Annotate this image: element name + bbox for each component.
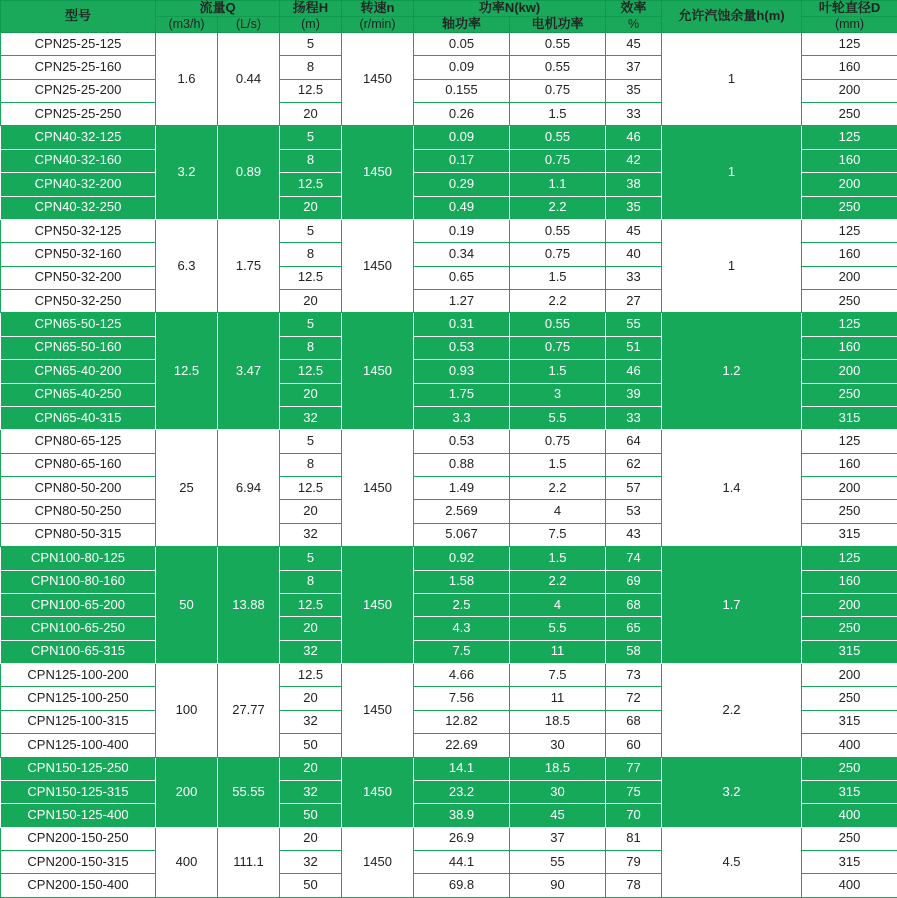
cell-diameter: 400 — [802, 734, 897, 757]
cell-model: CPN80-50-250 — [1, 500, 156, 523]
cell-head: 50 — [280, 804, 342, 827]
cell-model: CPN100-65-315 — [1, 640, 156, 663]
cell-motor-power: 1.1 — [510, 173, 606, 196]
cell-speed: 1450 — [342, 126, 414, 220]
cell-diameter: 250 — [802, 196, 897, 219]
cell-model: CPN65-40-200 — [1, 360, 156, 383]
cell-flow-ls: 111.1 — [218, 827, 280, 897]
cell-model: CPN40-32-125 — [1, 126, 156, 149]
cell-efficiency: 81 — [606, 827, 662, 850]
cell-efficiency: 46 — [606, 360, 662, 383]
cell-shaft-power: 38.9 — [414, 804, 510, 827]
cell-motor-power: 2.2 — [510, 290, 606, 313]
cell-motor-power: 0.55 — [510, 313, 606, 336]
cell-motor-power: 0.55 — [510, 219, 606, 242]
cell-head: 12.5 — [280, 593, 342, 616]
cell-head: 8 — [280, 56, 342, 79]
cell-diameter: 200 — [802, 477, 897, 500]
cell-model: CPN200-150-315 — [1, 851, 156, 874]
cell-motor-power: 0.75 — [510, 149, 606, 172]
table-row — [1, 827, 897, 850]
cell-model: CPN200-150-400 — [1, 874, 156, 898]
cell-head: 12.5 — [280, 79, 342, 102]
cell-motor-power: 45 — [510, 804, 606, 827]
cell-head: 12.5 — [280, 173, 342, 196]
header-model: 型号 — [1, 1, 156, 33]
cell-shaft-power: 0.05 — [414, 32, 510, 55]
cell-flow-ls: 0.44 — [218, 32, 280, 126]
cell-model: CPN125-100-250 — [1, 687, 156, 710]
cell-model: CPN50-32-250 — [1, 290, 156, 313]
table-row — [1, 313, 897, 336]
cell-model: CPN100-80-125 — [1, 547, 156, 570]
cell-head: 5 — [280, 126, 342, 149]
cell-diameter: 250 — [802, 103, 897, 126]
cell-flow-ls: 0.89 — [218, 126, 280, 220]
cell-efficiency: 35 — [606, 79, 662, 102]
cell-efficiency: 79 — [606, 851, 662, 874]
cell-diameter: 250 — [802, 687, 897, 710]
cell-speed: 1450 — [342, 313, 414, 430]
cell-motor-power: 0.55 — [510, 126, 606, 149]
header-efficiency: 效率 — [606, 1, 662, 17]
header-shaft-power: 轴功率 — [414, 16, 510, 32]
cell-head: 5 — [280, 430, 342, 453]
cell-efficiency: 70 — [606, 804, 662, 827]
cell-motor-power: 4 — [510, 593, 606, 616]
header-npsh: 允许汽蚀余量h(m) — [662, 1, 802, 33]
cell-efficiency: 68 — [606, 593, 662, 616]
cell-efficiency: 58 — [606, 640, 662, 663]
cell-shaft-power: 7.56 — [414, 687, 510, 710]
cell-head: 20 — [280, 196, 342, 219]
cell-head: 8 — [280, 453, 342, 476]
cell-head: 20 — [280, 383, 342, 406]
cell-model: CPN100-65-250 — [1, 617, 156, 640]
cell-efficiency: 39 — [606, 383, 662, 406]
cell-efficiency: 33 — [606, 266, 662, 289]
cell-efficiency: 75 — [606, 780, 662, 803]
cell-efficiency: 35 — [606, 196, 662, 219]
cell-efficiency: 38 — [606, 173, 662, 196]
cell-model: CPN150-125-250 — [1, 757, 156, 780]
cell-diameter: 160 — [802, 570, 897, 593]
cell-npsh: 1.7 — [662, 547, 802, 664]
cell-model: CPN125-100-200 — [1, 664, 156, 687]
cell-motor-power: 55 — [510, 851, 606, 874]
cell-head: 50 — [280, 734, 342, 757]
cell-motor-power: 0.55 — [510, 32, 606, 55]
cell-motor-power: 90 — [510, 874, 606, 898]
cell-speed: 1450 — [342, 757, 414, 827]
cell-shaft-power: 0.29 — [414, 173, 510, 196]
cell-efficiency: 62 — [606, 453, 662, 476]
cell-npsh: 3.2 — [662, 757, 802, 827]
cell-diameter: 250 — [802, 500, 897, 523]
header-speed-unit: (r/min) — [342, 16, 414, 32]
cell-npsh: 4.5 — [662, 827, 802, 897]
cell-motor-power: 1.5 — [510, 360, 606, 383]
cell-head: 32 — [280, 406, 342, 429]
cell-efficiency: 45 — [606, 32, 662, 55]
cell-motor-power: 1.5 — [510, 103, 606, 126]
cell-diameter: 315 — [802, 523, 897, 546]
cell-shaft-power: 3.3 — [414, 406, 510, 429]
cell-shaft-power: 0.93 — [414, 360, 510, 383]
header-flow-ls-unit: (L/s) — [218, 16, 280, 32]
cell-shaft-power: 0.34 — [414, 243, 510, 266]
cell-diameter: 200 — [802, 173, 897, 196]
cell-efficiency: 72 — [606, 687, 662, 710]
cell-head: 20 — [280, 500, 342, 523]
header-flow: 流量Q — [156, 1, 280, 17]
cell-model: CPN50-32-160 — [1, 243, 156, 266]
cell-model: CPN40-32-250 — [1, 196, 156, 219]
cell-shaft-power: 0.09 — [414, 126, 510, 149]
cell-model: CPN80-50-200 — [1, 477, 156, 500]
cell-diameter: 200 — [802, 593, 897, 616]
cell-head: 32 — [280, 523, 342, 546]
cell-speed: 1450 — [342, 219, 414, 313]
cell-diameter: 125 — [802, 313, 897, 336]
cell-efficiency: 46 — [606, 126, 662, 149]
cell-diameter: 250 — [802, 757, 897, 780]
cell-shaft-power: 0.09 — [414, 56, 510, 79]
cell-shaft-power: 0.53 — [414, 336, 510, 359]
cell-shaft-power: 23.2 — [414, 780, 510, 803]
cell-shaft-power: 7.5 — [414, 640, 510, 663]
cell-shaft-power: 22.69 — [414, 734, 510, 757]
cell-flow-ls: 3.47 — [218, 313, 280, 430]
header-flow-m3h-unit: (m3/h) — [156, 16, 218, 32]
cell-shaft-power: 14.1 — [414, 757, 510, 780]
cell-efficiency: 69 — [606, 570, 662, 593]
cell-motor-power: 5.5 — [510, 617, 606, 640]
cell-flow-m3h: 400 — [156, 827, 218, 897]
cell-efficiency: 78 — [606, 874, 662, 898]
cell-speed: 1450 — [342, 547, 414, 664]
cell-shaft-power: 0.26 — [414, 103, 510, 126]
cell-diameter: 160 — [802, 453, 897, 476]
cell-head: 20 — [280, 827, 342, 850]
header-power: 功率N(kw) — [414, 1, 606, 17]
cell-motor-power: 11 — [510, 640, 606, 663]
cell-motor-power: 2.2 — [510, 477, 606, 500]
table-row — [1, 32, 897, 55]
cell-efficiency: 33 — [606, 103, 662, 126]
cell-efficiency: 77 — [606, 757, 662, 780]
cell-head: 5 — [280, 313, 342, 336]
header-diameter-unit: (mm) — [802, 16, 897, 32]
cell-shaft-power: 0.19 — [414, 219, 510, 242]
cell-motor-power: 30 — [510, 780, 606, 803]
cell-npsh: 1 — [662, 219, 802, 313]
cell-model: CPN40-32-200 — [1, 173, 156, 196]
cell-shaft-power: 4.66 — [414, 664, 510, 687]
cell-motor-power: 30 — [510, 734, 606, 757]
cell-head: 32 — [280, 851, 342, 874]
cell-head: 32 — [280, 640, 342, 663]
cell-flow-m3h: 200 — [156, 757, 218, 827]
header-motor-power: 电机功率 — [510, 16, 606, 32]
cell-diameter: 250 — [802, 290, 897, 313]
table-row — [1, 219, 897, 242]
cell-head: 5 — [280, 547, 342, 570]
cell-speed: 1450 — [342, 430, 414, 547]
cell-efficiency: 68 — [606, 710, 662, 733]
header-efficiency-unit: % — [606, 16, 662, 32]
cell-flow-m3h: 25 — [156, 430, 218, 547]
table-body — [1, 32, 897, 897]
cell-shaft-power: 2.569 — [414, 500, 510, 523]
cell-model: CPN40-32-160 — [1, 149, 156, 172]
cell-head: 5 — [280, 32, 342, 55]
cell-diameter: 200 — [802, 360, 897, 383]
cell-diameter: 160 — [802, 243, 897, 266]
cell-motor-power: 37 — [510, 827, 606, 850]
cell-diameter: 125 — [802, 126, 897, 149]
cell-diameter: 125 — [802, 32, 897, 55]
cell-flow-m3h: 100 — [156, 664, 218, 758]
cell-flow-ls: 27.77 — [218, 664, 280, 758]
cell-shaft-power: 0.88 — [414, 453, 510, 476]
cell-model: CPN25-25-250 — [1, 103, 156, 126]
cell-model: CPN100-80-160 — [1, 570, 156, 593]
cell-shaft-power: 5.067 — [414, 523, 510, 546]
cell-diameter: 160 — [802, 336, 897, 359]
cell-flow-m3h: 1.6 — [156, 32, 218, 126]
cell-shaft-power: 0.65 — [414, 266, 510, 289]
cell-diameter: 200 — [802, 266, 897, 289]
cell-model: CPN125-100-400 — [1, 734, 156, 757]
cell-efficiency: 42 — [606, 149, 662, 172]
cell-head: 8 — [280, 243, 342, 266]
cell-model: CPN65-40-315 — [1, 406, 156, 429]
cell-diameter: 315 — [802, 406, 897, 429]
cell-diameter: 125 — [802, 430, 897, 453]
cell-diameter: 125 — [802, 547, 897, 570]
cell-motor-power: 4 — [510, 500, 606, 523]
cell-head: 5 — [280, 219, 342, 242]
header-head: 扬程H — [280, 1, 342, 17]
cell-model: CPN25-25-160 — [1, 56, 156, 79]
cell-motor-power: 18.5 — [510, 757, 606, 780]
cell-shaft-power: 44.1 — [414, 851, 510, 874]
cell-diameter: 315 — [802, 851, 897, 874]
cell-head: 20 — [280, 687, 342, 710]
cell-efficiency: 73 — [606, 664, 662, 687]
cell-model: CPN200-150-250 — [1, 827, 156, 850]
cell-npsh: 1 — [662, 32, 802, 126]
cell-motor-power: 7.5 — [510, 664, 606, 687]
cell-shaft-power: 1.58 — [414, 570, 510, 593]
cell-shaft-power: 1.75 — [414, 383, 510, 406]
cell-diameter: 160 — [802, 56, 897, 79]
cell-flow-m3h: 6.3 — [156, 219, 218, 313]
cell-motor-power: 0.75 — [510, 336, 606, 359]
cell-shaft-power: 0.92 — [414, 547, 510, 570]
cell-efficiency: 74 — [606, 547, 662, 570]
cell-motor-power: 1.5 — [510, 453, 606, 476]
cell-model: CPN80-50-315 — [1, 523, 156, 546]
cell-motor-power: 18.5 — [510, 710, 606, 733]
cell-efficiency: 64 — [606, 430, 662, 453]
cell-efficiency: 60 — [606, 734, 662, 757]
cell-diameter: 250 — [802, 827, 897, 850]
cell-shaft-power: 1.49 — [414, 477, 510, 500]
cell-head: 8 — [280, 570, 342, 593]
cell-efficiency: 37 — [606, 56, 662, 79]
cell-motor-power: 0.75 — [510, 430, 606, 453]
cell-shaft-power: 69.8 — [414, 874, 510, 898]
cell-efficiency: 45 — [606, 219, 662, 242]
cell-efficiency: 27 — [606, 290, 662, 313]
cell-diameter: 160 — [802, 149, 897, 172]
cell-head: 20 — [280, 757, 342, 780]
cell-model: CPN150-125-315 — [1, 780, 156, 803]
cell-model: CPN25-25-125 — [1, 32, 156, 55]
table-header — [1, 1, 897, 33]
header-head-unit: (m) — [280, 16, 342, 32]
cell-diameter: 400 — [802, 804, 897, 827]
cell-head: 20 — [280, 103, 342, 126]
cell-flow-ls: 1.75 — [218, 219, 280, 313]
cell-npsh: 1 — [662, 126, 802, 220]
header-row-primary — [1, 1, 897, 17]
cell-model: CPN65-50-160 — [1, 336, 156, 359]
cell-motor-power: 0.75 — [510, 243, 606, 266]
cell-head: 20 — [280, 617, 342, 640]
cell-flow-m3h: 12.5 — [156, 313, 218, 430]
cell-diameter: 315 — [802, 640, 897, 663]
header-diameter: 叶轮直径D — [802, 1, 897, 17]
cell-model: CPN100-65-200 — [1, 593, 156, 616]
cell-efficiency: 40 — [606, 243, 662, 266]
cell-efficiency: 65 — [606, 617, 662, 640]
cell-shaft-power: 12.82 — [414, 710, 510, 733]
cell-diameter: 315 — [802, 710, 897, 733]
cell-npsh: 1.2 — [662, 313, 802, 430]
cell-head: 50 — [280, 874, 342, 898]
cell-model: CPN65-40-250 — [1, 383, 156, 406]
cell-flow-m3h: 3.2 — [156, 126, 218, 220]
cell-head: 12.5 — [280, 664, 342, 687]
header-speed: 转速n — [342, 1, 414, 17]
cell-diameter: 200 — [802, 79, 897, 102]
cell-speed: 1450 — [342, 827, 414, 897]
cell-head: 12.5 — [280, 360, 342, 383]
cell-head: 12.5 — [280, 477, 342, 500]
cell-head: 20 — [280, 290, 342, 313]
cell-motor-power: 0.75 — [510, 79, 606, 102]
cell-diameter: 125 — [802, 219, 897, 242]
cell-flow-ls: 55.55 — [218, 757, 280, 827]
cell-flow-ls: 6.94 — [218, 430, 280, 547]
cell-flow-ls: 13.88 — [218, 547, 280, 664]
table-row — [1, 126, 897, 149]
cell-shaft-power: 0.53 — [414, 430, 510, 453]
cell-diameter: 400 — [802, 874, 897, 898]
cell-head: 12.5 — [280, 266, 342, 289]
cell-motor-power: 3 — [510, 383, 606, 406]
table-row — [1, 547, 897, 570]
cell-motor-power: 7.5 — [510, 523, 606, 546]
cell-shaft-power: 1.27 — [414, 290, 510, 313]
cell-motor-power: 11 — [510, 687, 606, 710]
cell-shaft-power: 0.155 — [414, 79, 510, 102]
cell-model: CPN50-32-125 — [1, 219, 156, 242]
cell-diameter: 200 — [802, 664, 897, 687]
cell-efficiency: 51 — [606, 336, 662, 359]
cell-speed: 1450 — [342, 32, 414, 126]
cell-npsh: 2.2 — [662, 664, 802, 758]
cell-model: CPN25-25-200 — [1, 79, 156, 102]
cell-model: CPN65-50-125 — [1, 313, 156, 336]
cell-diameter: 250 — [802, 617, 897, 640]
cell-head: 8 — [280, 149, 342, 172]
cell-model: CPN80-65-160 — [1, 453, 156, 476]
cell-head: 8 — [280, 336, 342, 359]
table-row — [1, 664, 897, 687]
cell-model: CPN125-100-315 — [1, 710, 156, 733]
cell-flow-m3h: 50 — [156, 547, 218, 664]
cell-motor-power: 1.5 — [510, 547, 606, 570]
table-row — [1, 757, 897, 780]
cell-shaft-power: 0.17 — [414, 149, 510, 172]
cell-efficiency: 33 — [606, 406, 662, 429]
cell-shaft-power: 0.31 — [414, 313, 510, 336]
cell-motor-power: 2.2 — [510, 196, 606, 219]
cell-npsh: 1.4 — [662, 430, 802, 547]
cell-shaft-power: 26.9 — [414, 827, 510, 850]
cell-head: 32 — [280, 710, 342, 733]
cell-shaft-power: 2.5 — [414, 593, 510, 616]
cell-shaft-power: 4.3 — [414, 617, 510, 640]
cell-speed: 1450 — [342, 664, 414, 758]
cell-motor-power: 0.55 — [510, 56, 606, 79]
cell-efficiency: 53 — [606, 500, 662, 523]
cell-motor-power: 1.5 — [510, 266, 606, 289]
cell-efficiency: 55 — [606, 313, 662, 336]
cell-model: CPN80-65-125 — [1, 430, 156, 453]
cell-diameter: 250 — [802, 383, 897, 406]
cell-efficiency: 43 — [606, 523, 662, 546]
cell-motor-power: 5.5 — [510, 406, 606, 429]
table-row — [1, 430, 897, 453]
cell-motor-power: 2.2 — [510, 570, 606, 593]
cell-efficiency: 57 — [606, 477, 662, 500]
cell-diameter: 315 — [802, 780, 897, 803]
cell-model: CPN50-32-200 — [1, 266, 156, 289]
cell-model: CPN150-125-400 — [1, 804, 156, 827]
cell-head: 32 — [280, 780, 342, 803]
cell-shaft-power: 0.49 — [414, 196, 510, 219]
